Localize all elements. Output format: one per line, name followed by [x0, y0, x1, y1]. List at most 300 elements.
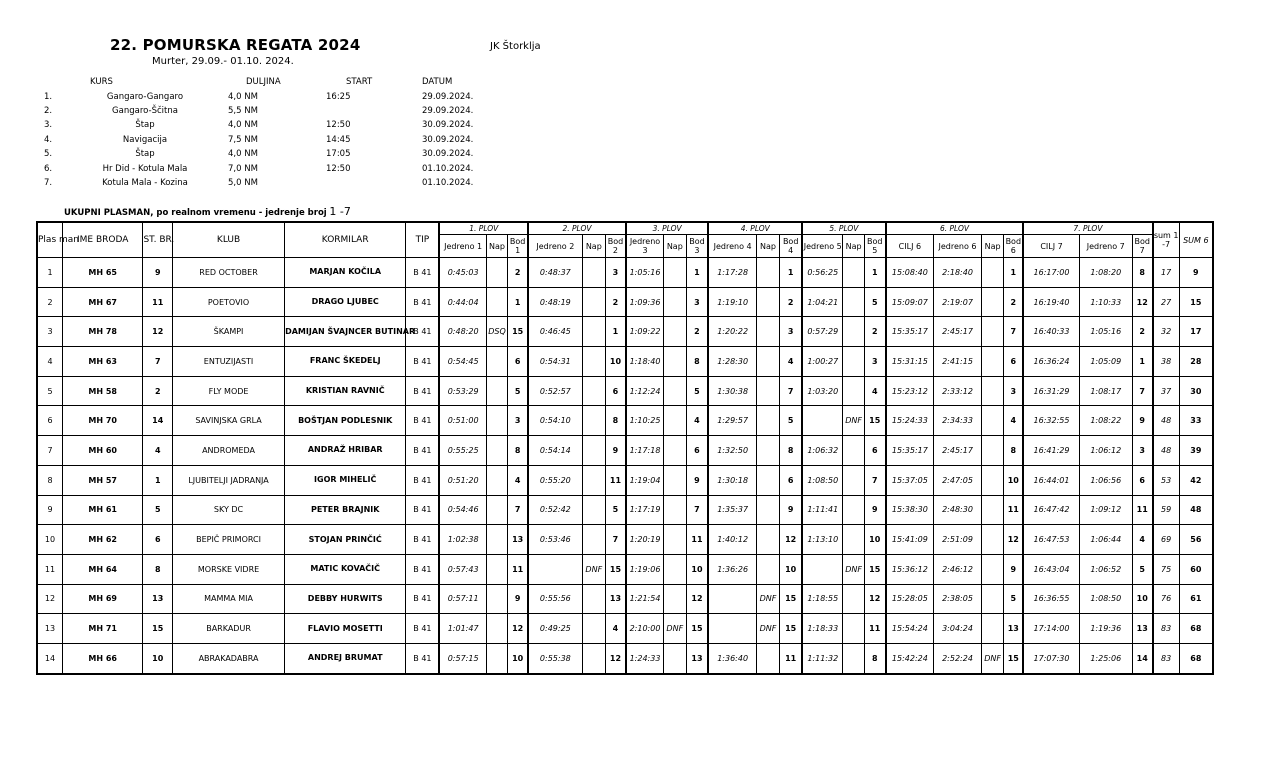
points-1: 10 [508, 643, 528, 673]
points-5: 5 [864, 287, 885, 317]
boat-name: MH 61 [62, 495, 142, 525]
boat-type: B 41 [406, 347, 440, 377]
note-5 [843, 258, 864, 288]
note-3 [664, 436, 686, 466]
note-2 [582, 643, 605, 673]
course-kurs: Štap [135, 120, 155, 131]
points-7: 14 [1132, 643, 1152, 673]
boat-name: MH 57 [62, 465, 142, 495]
sailed-time-4: 1:19:10 [708, 287, 756, 317]
points-3: 15 [686, 614, 708, 644]
points-4: 7 [780, 376, 802, 406]
sailed-time-2: 0:46:45 [528, 317, 582, 347]
header-tip: TIP [406, 222, 440, 258]
placement: 7 [37, 436, 62, 466]
sailed-time-2: 0:49:25 [528, 614, 582, 644]
course-no: 4. [44, 134, 53, 145]
sailed-time-4: 1:30:38 [708, 376, 756, 406]
courses-header-start: START [346, 77, 373, 88]
club-name: RED OCTOBER [173, 258, 285, 288]
header-plov-7: 7. PLOV [1023, 222, 1152, 235]
course-row [44, 104, 492, 118]
points-1: 4 [508, 465, 528, 495]
organizer-club: JK Štorklja [490, 41, 541, 52]
sum-6: 56 [1179, 525, 1213, 555]
finish-time-6: 15:31:15 [886, 347, 934, 377]
course-kurs: Štap [135, 149, 155, 160]
points-4: 12 [780, 525, 802, 555]
points-5: 12 [864, 584, 885, 614]
skipper-name: KRISTIAN RAVNIČ [285, 376, 406, 406]
header-plov-6: 6. PLOV [886, 222, 1024, 235]
points-7: 10 [1132, 584, 1152, 614]
boat-type: B 41 [406, 436, 440, 466]
sailed-time-1: 0:45:03 [439, 258, 486, 288]
finish-time-6: 15:36:12 [886, 554, 934, 584]
results-table [36, 221, 1214, 675]
header-plov-3: 3. PLOV [626, 222, 709, 235]
note-5 [843, 584, 864, 614]
sailed-time-6: 2:19:07 [934, 287, 982, 317]
skipper-name: DEBBY HURWITS [285, 584, 406, 614]
sum-1-7: 17 [1153, 258, 1179, 288]
note-2 [582, 614, 605, 644]
placement: 11 [37, 554, 62, 584]
points-7: 9 [1132, 406, 1152, 436]
course-no: 5. [44, 149, 53, 160]
sailed-time-2: 0:54:14 [528, 436, 582, 466]
course-kurs: Kotula Mala - Kozina [102, 177, 188, 188]
skipper-name: BOŠTJAN PODLESNIK [285, 406, 406, 436]
points-7: 5 [1132, 554, 1152, 584]
sailed-time-4 [708, 584, 756, 614]
header-jedreno-7: Jedreno 7 [1079, 235, 1132, 258]
course-datum: 30.09.2024. [422, 120, 474, 131]
boat-name: MH 58 [62, 376, 142, 406]
points-5: 4 [864, 376, 885, 406]
finish-time-6: 15:28:05 [886, 584, 934, 614]
points-7: 3 [1132, 436, 1152, 466]
points-6: 6 [1004, 347, 1023, 377]
points-1: 8 [508, 436, 528, 466]
sailed-time-1: 0:54:45 [439, 347, 486, 377]
points-1: 6 [508, 347, 528, 377]
note-1 [486, 495, 507, 525]
result-row [37, 258, 1213, 288]
boat-name: MH 69 [62, 584, 142, 614]
note-1 [486, 525, 507, 555]
sum-6: 48 [1179, 495, 1213, 525]
sailed-time-1: 0:55:25 [439, 436, 486, 466]
points-5: 10 [864, 525, 885, 555]
points-3: 1 [686, 258, 708, 288]
note-2 [582, 258, 605, 288]
sailed-time-3: 1:19:04 [626, 465, 664, 495]
points-1: 9 [508, 584, 528, 614]
result-row [37, 495, 1213, 525]
points-6: 11 [1004, 495, 1023, 525]
sum-1-7: 37 [1153, 376, 1179, 406]
boat-name: MH 70 [62, 406, 142, 436]
points-3: 2 [686, 317, 708, 347]
header-nap-4: Nap [756, 235, 779, 258]
finish-time-7: 16:47:42 [1023, 495, 1079, 525]
points-4: 5 [780, 406, 802, 436]
result-row [37, 287, 1213, 317]
sum-6: 39 [1179, 436, 1213, 466]
sailed-time-4: 1:36:40 [708, 643, 756, 673]
course-start: 17:05 [326, 149, 351, 160]
header-plov-2: 2. PLOV [528, 222, 626, 235]
placement: 10 [37, 525, 62, 555]
sailed-time-6: 2:45:17 [934, 317, 982, 347]
points-2: 11 [606, 465, 626, 495]
points-1: 12 [508, 614, 528, 644]
points-3: 13 [686, 643, 708, 673]
sum-6: 33 [1179, 406, 1213, 436]
points-5: 9 [864, 495, 885, 525]
note-6 [981, 465, 1003, 495]
points-7: 13 [1132, 614, 1152, 644]
club-name: SAVINJSKA GRLA [173, 406, 285, 436]
header-nap-1: Nap [486, 235, 507, 258]
note-4 [756, 495, 779, 525]
points-4: 2 [780, 287, 802, 317]
header-bod-6: Bod 6 [1004, 235, 1023, 258]
placement: 14 [37, 643, 62, 673]
note-5 [843, 525, 864, 555]
points-3: 3 [686, 287, 708, 317]
finish-time-6: 15:24:33 [886, 406, 934, 436]
points-1: 13 [508, 525, 528, 555]
points-3: 5 [686, 376, 708, 406]
points-5: 15 [864, 406, 885, 436]
sailed-time-1: 0:57:43 [439, 554, 486, 584]
points-2: 1 [606, 317, 626, 347]
course-datum: 01.10.2024. [422, 177, 474, 188]
club-name: MORSKE VIDRE [173, 554, 285, 584]
course-start [326, 176, 422, 190]
note-3 [664, 258, 686, 288]
sailed-time-7: 1:25:06 [1079, 643, 1132, 673]
finish-time-6: 15:23:12 [886, 376, 934, 406]
points-5: 15 [864, 554, 885, 584]
note-6 [981, 406, 1003, 436]
sailed-time-3: 1:20:19 [626, 525, 664, 555]
sailed-time-5: 1:03:20 [802, 376, 843, 406]
sailed-time-7: 1:08:17 [1079, 376, 1132, 406]
skipper-name: ANDREJ BRUMAT [285, 643, 406, 673]
result-row [37, 347, 1213, 377]
sailed-time-7: 1:06:56 [1079, 465, 1132, 495]
courses-header-kurs: KURS [90, 77, 113, 88]
note-6 [981, 554, 1003, 584]
sum-1-7: 48 [1153, 406, 1179, 436]
header-ime-broda: IME BRODA [62, 222, 142, 258]
placement: 5 [37, 376, 62, 406]
boat-type: B 41 [406, 495, 440, 525]
sailed-time-6: 3:04:24 [934, 614, 982, 644]
sailed-time-3: 1:17:18 [626, 436, 664, 466]
note-6 [981, 376, 1003, 406]
club-name: BEPIČ PRIMORCI [173, 525, 285, 555]
points-5: 11 [864, 614, 885, 644]
sum-6: 9 [1179, 258, 1213, 288]
course-datum: 30.09.2024. [422, 134, 474, 145]
header-jedreno-2: Jedreno 2 [528, 235, 582, 258]
points-5: 1 [864, 258, 885, 288]
note-3 [664, 287, 686, 317]
sailed-time-2: 0:48:19 [528, 287, 582, 317]
points-3: 10 [686, 554, 708, 584]
points-4: 15 [780, 584, 802, 614]
sailed-time-3: 1:12:24 [626, 376, 664, 406]
sailed-time-7: 1:06:52 [1079, 554, 1132, 584]
skipper-name: PETER BRAJNIK [285, 495, 406, 525]
sailed-time-7: 1:08:50 [1079, 584, 1132, 614]
result-row [37, 317, 1213, 347]
placement: 13 [37, 614, 62, 644]
skipper-name: DRAGO LJUBEC [285, 287, 406, 317]
note-5 [843, 465, 864, 495]
course-datum: 29.09.2024. [422, 105, 474, 116]
note-1 [486, 287, 507, 317]
note-6 [981, 258, 1003, 288]
sum-6: 30 [1179, 376, 1213, 406]
sum-1-7: 53 [1153, 465, 1179, 495]
header-bod-5: Bod 5 [864, 235, 885, 258]
finish-time-6: 15:08:40 [886, 258, 934, 288]
sailed-time-7: 1:05:09 [1079, 347, 1132, 377]
course-row [44, 161, 492, 175]
sum-6: 42 [1179, 465, 1213, 495]
boat-name: MH 64 [62, 554, 142, 584]
points-4: 4 [780, 347, 802, 377]
sum-6: 68 [1179, 643, 1213, 673]
sailed-time-4: 1:40:12 [708, 525, 756, 555]
points-3: 11 [686, 525, 708, 555]
points-6: 10 [1004, 465, 1023, 495]
header-sum-6: SUM 6 [1179, 222, 1213, 258]
note-5 [843, 347, 864, 377]
note-4 [756, 406, 779, 436]
note-2 [582, 495, 605, 525]
points-1: 2 [508, 258, 528, 288]
sum-6: 17 [1179, 317, 1213, 347]
header-bod-3: Bod 3 [686, 235, 708, 258]
club-name: ENTUZIJASTI [173, 347, 285, 377]
header-nap-5: Nap [843, 235, 864, 258]
header-st-br: ST. BR. [143, 222, 173, 258]
start-number: 10 [143, 643, 173, 673]
points-4: 15 [780, 614, 802, 644]
course-start: 16:25 [326, 91, 351, 102]
sailed-time-2: 0:55:38 [528, 643, 582, 673]
sailed-time-2: 0:55:56 [528, 584, 582, 614]
sailed-time-5: 1:18:33 [802, 614, 843, 644]
header-sum-1-7: sum 1 -7 [1153, 222, 1179, 258]
note-4 [756, 376, 779, 406]
club-name: BARKADUR [173, 614, 285, 644]
note-2 [582, 584, 605, 614]
course-duljina: 4,0 NM [228, 149, 258, 160]
skipper-name: STOJAN PRINČIĆ [285, 525, 406, 555]
note-6 [981, 614, 1003, 644]
header-nap-2: Nap [582, 235, 605, 258]
sailed-time-7: 1:10:33 [1079, 287, 1132, 317]
note-5 [843, 614, 864, 644]
sailed-time-2: 0:53:46 [528, 525, 582, 555]
placement: 3 [37, 317, 62, 347]
course-duljina: 5,5 NM [228, 105, 258, 116]
finish-time-7: 16:43:04 [1023, 554, 1079, 584]
note-6 [981, 317, 1003, 347]
note-3 [664, 347, 686, 377]
note-3 [664, 317, 686, 347]
note-3 [664, 584, 686, 614]
points-2: 10 [606, 347, 626, 377]
sailed-time-2: 0:52:57 [528, 376, 582, 406]
points-2: 15 [606, 554, 626, 584]
ranking-caption [64, 205, 351, 218]
header-jedreno-5: Jedreno 5 [802, 235, 843, 258]
finish-time-6: 15:09:07 [886, 287, 934, 317]
course-duljina: 5,0 NM [228, 177, 258, 188]
sailed-time-1: 1:01:47 [439, 614, 486, 644]
sailed-time-3: 1:09:22 [626, 317, 664, 347]
sailed-time-3: 1:19:06 [626, 554, 664, 584]
sailed-time-6: 2:46:12 [934, 554, 982, 584]
note-2 [582, 406, 605, 436]
sailed-time-5: 1:11:41 [802, 495, 843, 525]
note-5 [843, 643, 864, 673]
note-4 [756, 317, 779, 347]
note-5 [843, 436, 864, 466]
sailed-time-7: 1:09:12 [1079, 495, 1132, 525]
sum-6: 60 [1179, 554, 1213, 584]
note-1 [486, 376, 507, 406]
sailed-time-4 [708, 614, 756, 644]
points-3: 8 [686, 347, 708, 377]
boat-type: B 41 [406, 614, 440, 644]
header-jedreno-1: Jedreno 1 [439, 235, 486, 258]
courses-header-datum: DATUM [422, 77, 453, 88]
sailed-time-7: 1:19:36 [1079, 614, 1132, 644]
header-nap-3: Nap [664, 235, 686, 258]
sailed-time-6: 2:45:17 [934, 436, 982, 466]
course-kurs: Gangaro-Gangaro [106, 91, 184, 102]
result-row [37, 406, 1213, 436]
sum-1-7: 83 [1153, 614, 1179, 644]
note-2: DNF [582, 554, 605, 584]
page-title: 22. POMURSKA REGATA 2024 [110, 36, 361, 54]
note-4: DNF [756, 584, 779, 614]
sailed-time-1: 0:57:15 [439, 643, 486, 673]
finish-time-6: 15:35:17 [886, 436, 934, 466]
note-4 [756, 436, 779, 466]
ranking-caption-races: 1 -7 [329, 205, 351, 218]
courses-header-duljina: DULJINA [246, 77, 281, 88]
sailed-time-5: 1:00:27 [802, 347, 843, 377]
sailed-time-3: 1:18:40 [626, 347, 664, 377]
result-row [37, 643, 1213, 673]
skipper-name: ANDRAŽ HRIBAR [285, 436, 406, 466]
points-1: 1 [508, 287, 528, 317]
sailed-time-7: 1:06:12 [1079, 436, 1132, 466]
sailed-time-2: 0:48:37 [528, 258, 582, 288]
sailed-time-2 [528, 554, 582, 584]
note-4 [756, 525, 779, 555]
sailed-time-6: 2:33:12 [934, 376, 982, 406]
course-row [44, 147, 492, 161]
points-6: 13 [1004, 614, 1023, 644]
note-4 [756, 643, 779, 673]
result-row [37, 436, 1213, 466]
note-6 [981, 584, 1003, 614]
finish-time-7: 16:44:01 [1023, 465, 1079, 495]
course-duljina: 4,0 NM [228, 91, 258, 102]
sailed-time-5: 1:11:32 [802, 643, 843, 673]
header-cilj-7: CILJ 7 [1023, 235, 1079, 258]
club-name: ŠKAMPI [173, 317, 285, 347]
result-row [37, 554, 1213, 584]
note-2 [582, 376, 605, 406]
course-duljina: 7,5 NM [228, 134, 258, 145]
finish-time-7: 16:19:40 [1023, 287, 1079, 317]
note-2 [582, 347, 605, 377]
boat-type: B 41 [406, 258, 440, 288]
skipper-name: MARJAN KOČILA [285, 258, 406, 288]
sailed-time-5 [802, 554, 843, 584]
course-duljina: 4,0 NM [228, 120, 258, 131]
start-number: 15 [143, 614, 173, 644]
course-start: 12:50 [326, 163, 351, 174]
points-2: 8 [606, 406, 626, 436]
points-7: 7 [1132, 376, 1152, 406]
sum-1-7: 32 [1153, 317, 1179, 347]
sum-1-7: 83 [1153, 643, 1179, 673]
note-6 [981, 436, 1003, 466]
points-6: 12 [1004, 525, 1023, 555]
points-2: 5 [606, 495, 626, 525]
course-datum: 01.10.2024. [422, 163, 474, 174]
sailed-time-5: 1:13:10 [802, 525, 843, 555]
finish-time-7: 17:14:00 [1023, 614, 1079, 644]
sum-1-7: 75 [1153, 554, 1179, 584]
sailed-time-7: 1:05:16 [1079, 317, 1132, 347]
placement: 4 [37, 347, 62, 377]
sailed-time-6: 2:34:33 [934, 406, 982, 436]
finish-time-7: 17:07:30 [1023, 643, 1079, 673]
points-7: 11 [1132, 495, 1152, 525]
boat-name: MH 65 [62, 258, 142, 288]
sailed-time-2: 0:54:10 [528, 406, 582, 436]
course-datum: 29.09.2024. [422, 91, 474, 102]
finish-time-7: 16:31:29 [1023, 376, 1079, 406]
courses-header-row [44, 75, 492, 89]
sailed-time-3: 1:05:16 [626, 258, 664, 288]
note-4 [756, 465, 779, 495]
points-4: 11 [780, 643, 802, 673]
header-bod-7: Bod 7 [1132, 235, 1152, 258]
club-name: SKY DC [173, 495, 285, 525]
boat-name: MH 62 [62, 525, 142, 555]
points-6: 8 [1004, 436, 1023, 466]
points-5: 8 [864, 643, 885, 673]
start-number: 6 [143, 525, 173, 555]
points-4: 9 [780, 495, 802, 525]
points-3: 7 [686, 495, 708, 525]
